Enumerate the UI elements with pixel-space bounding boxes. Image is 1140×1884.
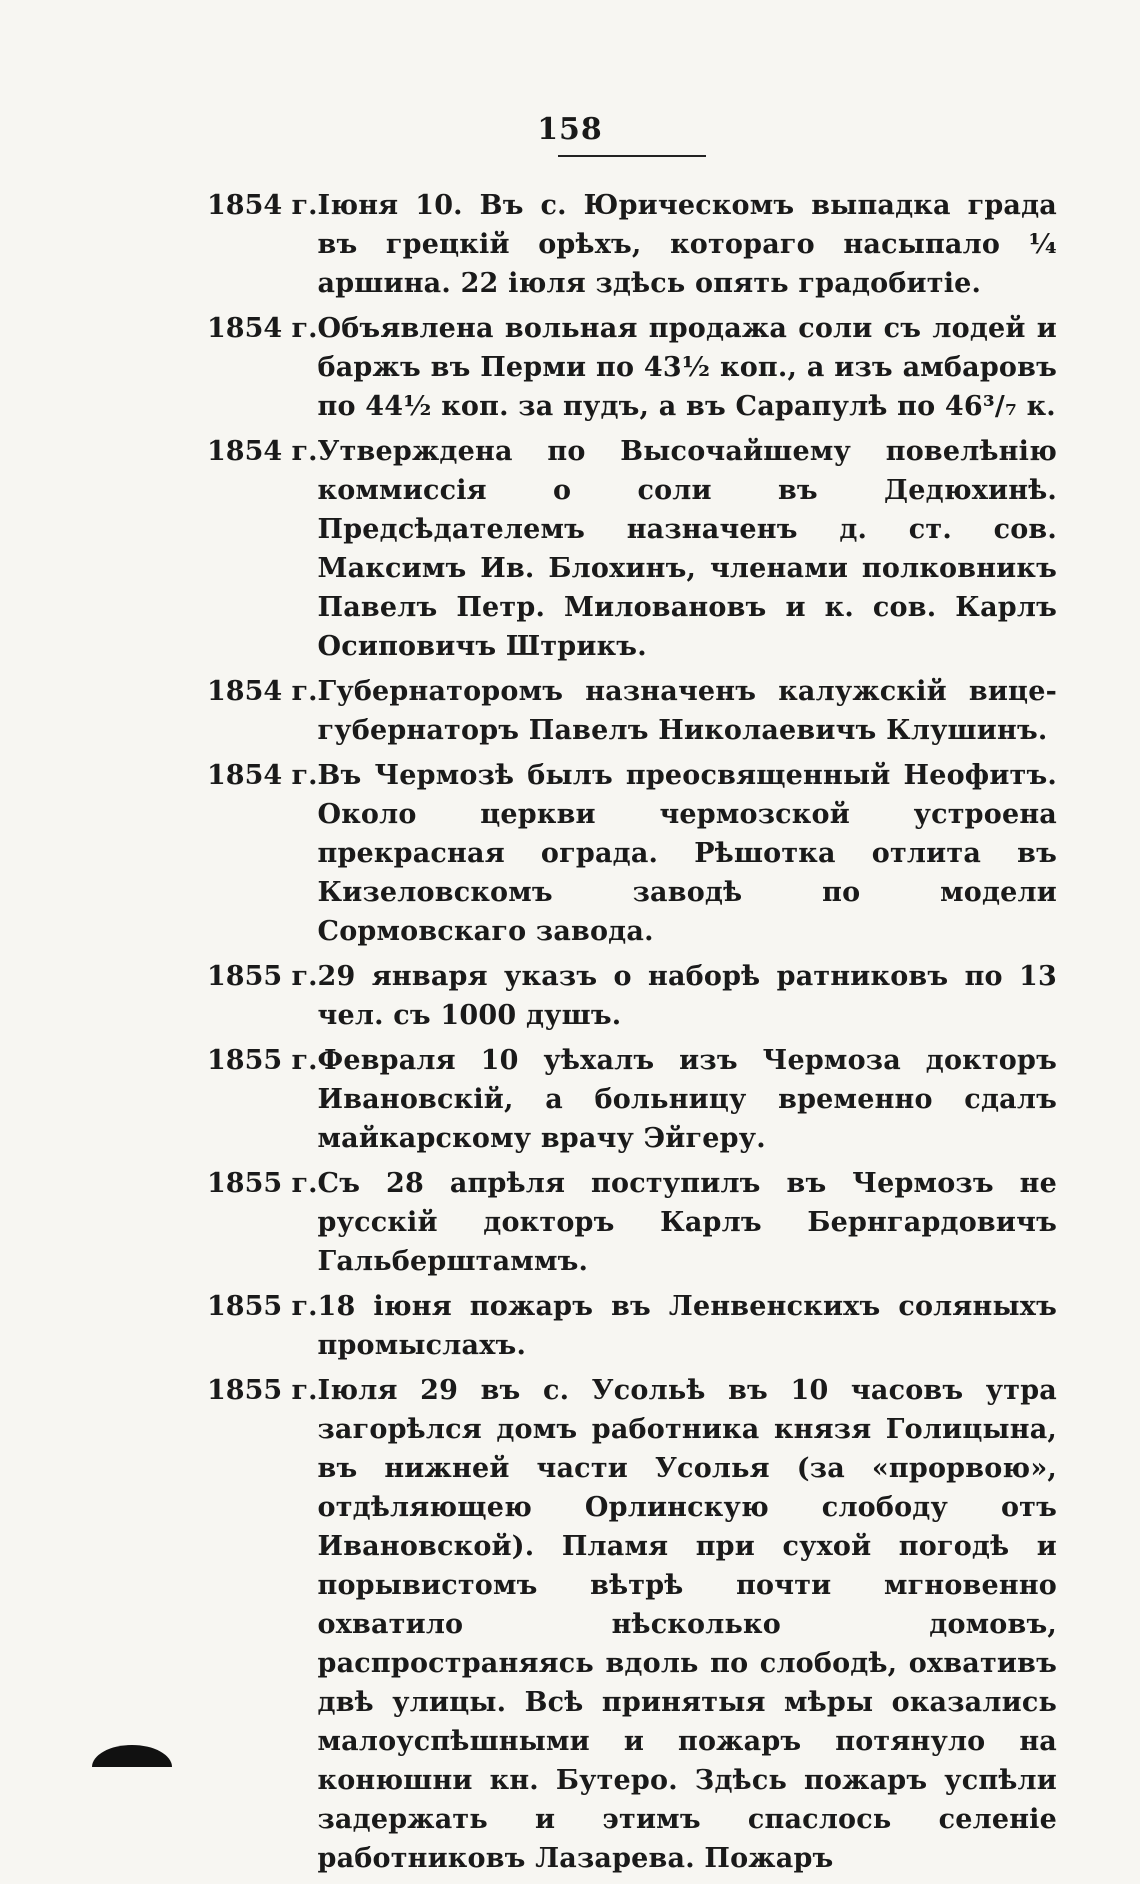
entry-text: 29 января указъ о наборѣ ратниковъ по 13 чел. съ 1000 душъ. <box>317 961 1057 1031</box>
chronicle-entry <box>207 957 1057 1035</box>
entry-text: Въ Чермозѣ былъ преосвященный Неофитъ. Около церкви чермозской устроена прекрасная ограда. Рѣшотка отлита въ Кизеловскомъ заводѣ по модели Сормовскаго завода. <box>317 760 1057 947</box>
entry-date: 1854 г. <box>207 676 318 707</box>
chronicle-entry <box>207 756 1057 951</box>
chronicle-entry <box>207 1371 1057 1878</box>
entry-text: Іюля 29 въ с. Усольѣ въ 10 часовъ утра загорѣлся домъ работника князя Голицына, въ нижней части Усолья (за «прорвою», отдѣляющею Орлинскую слободу отъ Ивановской). Пламя при сухой погодѣ и порывистомъ вѣтрѣ почти мгновенно охватило нѣсколько домовъ, распространяясь вдоль по слободѣ, охвативъ двѣ улицы. Всѣ принятыя мѣры оказались малоуспѣшными и пожаръ потянуло на конюшни кн. Бутеро. Здѣсь пожаръ успѣли задержать и этимъ спаслось селеніе работниковъ Лазарева. Пожаръ <box>317 1375 1057 1874</box>
entry-text: Іюня 10. Въ с. Юрическомъ выпадка града въ грецкій орѣхъ, котораго насыпало ¼ аршина. 22 іюля здѣсь опять градобитіе. <box>317 190 1057 299</box>
entry-text: Утверждена по Высочайшему повелѣнію коммиссія о соли въ Дедюхинѣ. Предсѣдателемъ назначенъ д. ст. сов. Максимъ Ив. Блохинъ, членами полковникъ Павелъ Петр. Миловановъ и к. сов. Карлъ Осиповичъ Штрикъ. <box>317 436 1057 662</box>
entry-date: 1855 г. <box>207 1045 318 1076</box>
chronicle-entry <box>207 1164 1057 1281</box>
entry-date: 1854 г. <box>207 436 318 467</box>
entry-date: 1855 г. <box>207 1291 318 1322</box>
entry-text: Съ 28 апрѣля поступилъ въ Чермозъ не русскій докторъ Карлъ Бернгардовичъ Гальберштаммъ. <box>317 1168 1057 1277</box>
chronicle-entry <box>207 186 1057 303</box>
chronicle-entry <box>207 309 1057 426</box>
entry-text: Губернаторомъ назначенъ калужскій вице-губернаторъ Павелъ Николаевичъ Клушинъ. <box>317 676 1057 746</box>
entry-date: 1854 г. <box>207 190 318 221</box>
entry-date: 1854 г. <box>207 313 318 344</box>
entry-date: 1854 г. <box>207 760 318 791</box>
chronicle-entry <box>207 1041 1057 1158</box>
ink-blot <box>92 1745 172 1767</box>
entry-text: 18 іюня пожаръ въ Ленвенскихъ соляныхъ промыслахъ. <box>317 1291 1057 1361</box>
page-number-rule <box>558 155 706 157</box>
entry-date: 1855 г. <box>207 961 318 992</box>
chronicle-entry <box>207 672 1057 750</box>
entry-date: 1855 г. <box>207 1375 318 1406</box>
entry-text: Февраля 10 уѣхалъ изъ Чермоза докторъ Ивановскій, а больницу временно сдалъ майкарскому врачу Эйгеру. <box>317 1045 1057 1154</box>
chronicle-entry <box>207 432 1057 666</box>
page-number: 158 <box>537 112 603 147</box>
entry-text: Объявлена вольная продажа соли съ лодей и баржъ въ Перми по 43½ коп., а изъ амбаровъ по 44½ коп. за пудъ, а въ Сарапулѣ по 46³/₇ к. <box>317 313 1057 422</box>
chronicle-entry <box>207 1287 1057 1365</box>
chronicle-entries <box>207 186 1057 1884</box>
entry-date: 1855 г. <box>207 1168 318 1199</box>
